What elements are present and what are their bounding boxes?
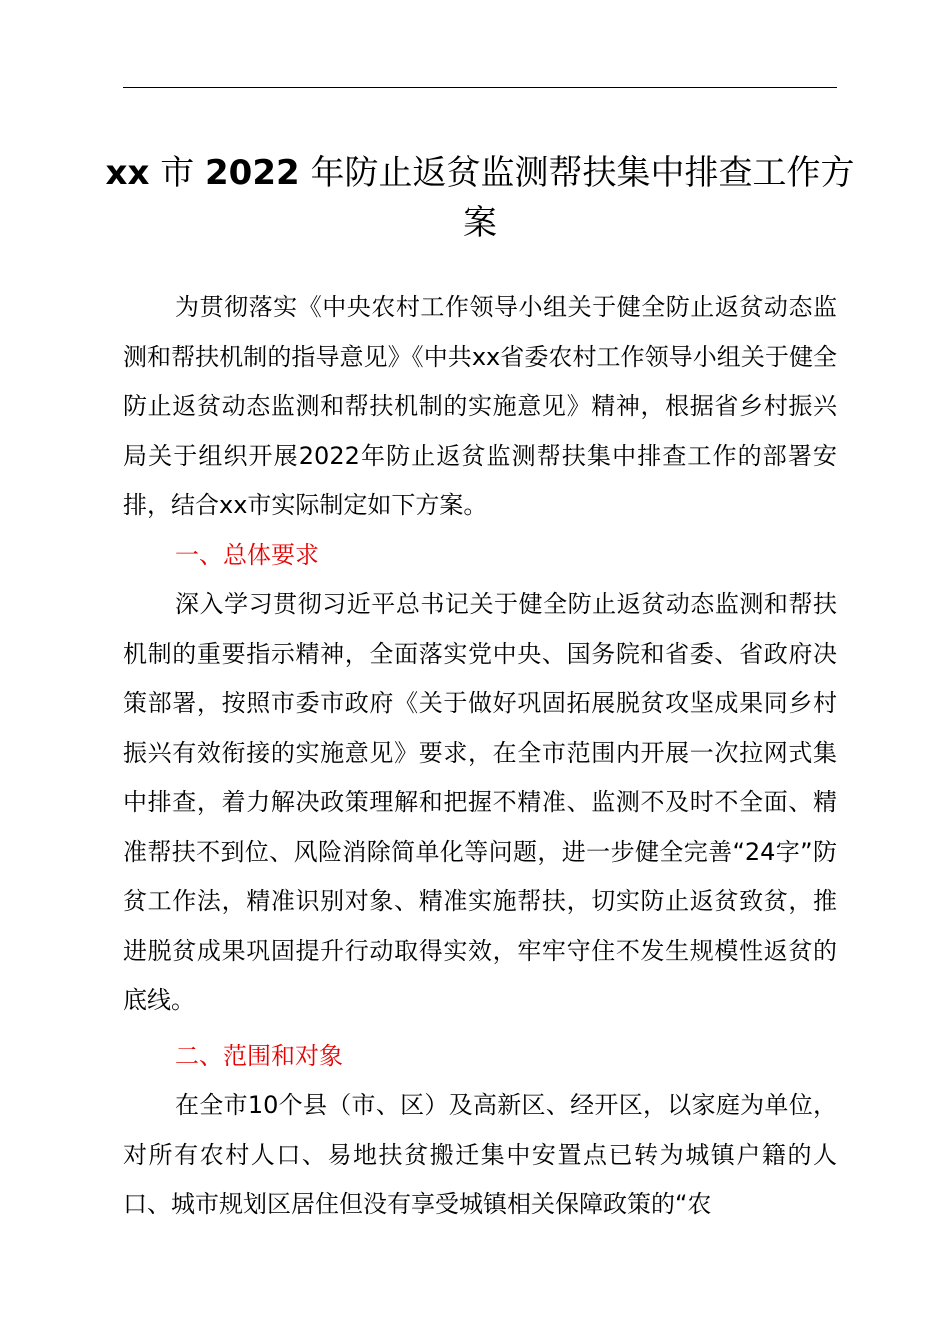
title-part-3: 2022 [205, 153, 300, 193]
section-1-body: 深入学习贯彻习近平总书记关于健全防止返贫动态监测和帮扶机制的重要指示精神，全面落实党中央、国务院和省委、省政府决策部署，按照市委市政府《关于做好巩固拓展脱贫攻坚成果同乡村振兴有效衔接的实施意见》要求，在全市范围内开展一次拉网式集中排查，着力解决政策理解和把握不精准、监测不及时不全面、精准帮扶不到位、风险消除简单化等问题，进一步健全完善“24字”防贫工作法，精准识别对象、精准实施帮扶，切实防止返贫致贫，推进脱贫成果巩固提升行动取得实效，牢牢守住不发生规模性返贫的底线。 [123, 590, 837, 1014]
section-1-heading: 一、总体要求 [175, 540, 319, 569]
section-2-heading: 二、范围和对象 [175, 1041, 343, 1070]
document-title [100, 148, 860, 248]
title-part-2: 市 [160, 153, 195, 193]
title-part-4: 年防止返贫监测帮扶集中排查工作方案 [310, 153, 855, 243]
header-rule [123, 87, 837, 88]
document-body [123, 283, 837, 1230]
intro-paragraph: 为贯彻落实《中央农村工作领导小组关于健全防止返贫动态监测和帮扶机制的指导意见》《中共xx省委农村工作领导小组关于健全防止返贫动态监测和帮扶机制的实施意见》精神，根据省乡村振兴局关于组织开展2022年防止返贫监测帮扶集中排查工作的部署安排，结合xx市实际制定如下方案。 [123, 293, 837, 519]
title-part-1: xx [105, 153, 150, 193]
section-2-body: 在全市10个县（市、区）及高新区、经开区，以家庭为单位，对所有农村人口、易地扶贫搬迁集中安置点已转为城镇户籍的人口、城市规划区居住但没有享受城镇相关保障政策的“农 [123, 1091, 837, 1218]
